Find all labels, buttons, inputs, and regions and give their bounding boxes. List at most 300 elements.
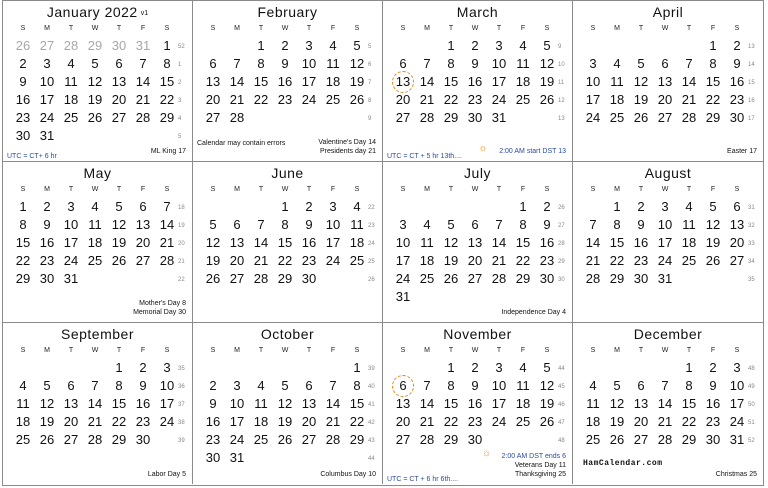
calendar-day[interactable]: 23 [39,253,55,268]
calendar-day[interactable]: 14 [87,396,103,411]
calendar-day[interactable]: 21 [229,92,245,107]
calendar-day[interactable]: 15 [349,396,365,411]
calendar-day[interactable]: 20 [205,92,221,107]
calendar-day[interactable]: 26 [277,432,293,447]
calendar-day[interactable]: 7 [257,217,265,232]
calendar-day[interactable]: 22 [159,92,175,107]
calendar-day[interactable]: 9 [281,56,289,71]
calendar-day[interactable]: 16 [467,396,483,411]
calendar-day[interactable]: 16 [135,396,151,411]
calendar-day[interactable]: 6 [399,378,407,393]
calendar-day[interactable]: 22 [253,92,269,107]
calendar-day[interactable]: 9 [637,217,645,232]
calendar-day[interactable]: 9 [19,74,27,89]
calendar-day[interactable]: 8 [115,378,123,393]
calendar-day[interactable]: 15 [609,235,625,250]
calendar-day[interactable]: 25 [515,92,531,107]
calendar-day[interactable]: 18 [585,414,601,429]
calendar-day[interactable]: 1 [447,360,455,375]
calendar-day[interactable]: 11 [64,74,78,89]
calendar-day[interactable]: 25 [515,414,531,429]
calendar-day[interactable]: 11 [350,217,364,232]
calendar-day[interactable]: 20 [729,235,745,250]
calendar-day[interactable]: 16 [277,74,293,89]
calendar-day[interactable]: 27 [657,110,673,125]
calendar-day[interactable]: 28 [253,271,269,286]
calendar-day[interactable]: 4 [329,38,337,53]
calendar-day[interactable]: 20 [301,414,317,429]
calendar-day[interactable]: 18 [681,235,697,250]
calendar-day[interactable]: 5 [543,360,551,375]
calendar-day[interactable]: 25 [419,271,435,286]
calendar-day[interactable]: 10 [585,74,601,89]
calendar-day[interactable]: 30 [539,271,555,286]
calendar-day[interactable]: 31 [395,289,411,304]
calendar-day[interactable]: 13 [395,396,411,411]
calendar-day[interactable]: 21 [325,414,341,429]
calendar-day[interactable]: 4 [19,378,27,393]
calendar-day[interactable]: 26 [705,253,721,268]
calendar-day[interactable]: 17 [395,253,411,268]
calendar-day[interactable]: 27 [633,432,649,447]
calendar-day[interactable]: 20 [633,414,649,429]
calendar-day[interactable]: 5 [43,378,51,393]
calendar-day[interactable]: 28 [325,432,341,447]
calendar-day[interactable]: 15 [159,74,175,89]
calendar-day[interactable]: 17 [657,235,673,250]
calendar-day[interactable]: 2 [305,199,313,214]
calendar-day[interactable]: 16 [39,235,55,250]
calendar-day[interactable]: 29 [349,432,365,447]
calendar-day[interactable]: 19 [87,92,103,107]
calendar-day[interactable]: 31 [657,271,673,286]
calendar-day[interactable]: 16 [301,235,317,250]
calendar-day[interactable]: 9 [139,378,147,393]
calendar-day[interactable]: 10 [491,378,507,393]
calendar-day[interactable]: 3 [163,360,171,375]
calendar-day[interactable]: 9 [543,217,551,232]
calendar-day[interactable]: 13 [111,74,127,89]
calendar-day[interactable]: 25 [681,253,697,268]
calendar-day[interactable]: 25 [15,432,31,447]
calendar-day[interactable]: 7 [589,217,597,232]
calendar-day[interactable]: 23 [15,110,31,125]
calendar-day[interactable]: 7 [423,56,431,71]
calendar-day[interactable]: 26 [349,92,365,107]
calendar-day[interactable]: 6 [471,217,479,232]
calendar-day[interactable]: 4 [67,56,75,71]
calendar-day[interactable]: 11 [420,235,434,250]
calendar-day[interactable]: 11 [682,217,696,232]
calendar-day[interactable]: 2 [139,360,147,375]
calendar-day[interactable]: 30 [705,432,721,447]
calendar-day[interactable]: 26 [609,432,625,447]
calendar-day[interactable]: 13 [395,74,411,89]
calendar-day[interactable]: 24 [729,414,745,429]
calendar-day[interactable]: 4 [519,38,527,53]
calendar-day[interactable]: 29 [705,110,721,125]
calendar-day[interactable]: 11 [88,217,102,232]
calendar-day[interactable]: 16 [705,396,721,411]
calendar-day[interactable]: 18 [349,235,365,250]
calendar-day[interactable]: 20 [657,92,673,107]
calendar-day[interactable]: 6 [233,217,241,232]
calendar-day[interactable]: 18 [515,396,531,411]
calendar-day[interactable]: 19 [705,235,721,250]
calendar-day[interactable]: 8 [613,217,621,232]
calendar-day[interactable]: 16 [539,235,555,250]
calendar-day[interactable]: 23 [301,253,317,268]
calendar-day[interactable]: 2 [471,38,479,53]
calendar-day[interactable]: 2 [471,360,479,375]
calendar-day[interactable]: 18 [419,253,435,268]
calendar-day[interactable]: 5 [613,378,621,393]
calendar-day[interactable]: 12 [633,74,649,89]
calendar-day[interactable]: 8 [257,56,265,71]
calendar-day[interactable]: 19 [609,414,625,429]
calendar-day[interactable]: 21 [419,414,435,429]
calendar-day[interactable]: 22 [443,414,459,429]
calendar-day[interactable]: 28 [87,432,103,447]
calendar-day[interactable]: 21 [159,235,175,250]
calendar-day[interactable]: 29 [111,432,127,447]
calendar-day[interactable]: 11 [326,56,340,71]
calendar-day[interactable]: 3 [589,56,597,71]
calendar-day[interactable]: 6 [637,378,645,393]
calendar-day[interactable]: 28 [585,271,601,286]
calendar-day[interactable]: 22 [515,253,531,268]
calendar-day[interactable]: 29 [277,271,293,286]
calendar-day[interactable]: 14 [229,74,245,89]
calendar-day[interactable]: 16 [467,74,483,89]
calendar-day[interactable]: 27 [135,253,151,268]
calendar-day[interactable]: 2 [637,199,645,214]
calendar-day[interactable]: 3 [733,360,741,375]
calendar-day[interactable]: 21 [253,253,269,268]
calendar-day[interactable]: 9 [709,378,717,393]
calendar-day[interactable]: 7 [329,378,337,393]
calendar-day[interactable]: 25 [253,432,269,447]
calendar-day[interactable]: 24 [63,253,79,268]
calendar-day[interactable]: 11 [254,396,268,411]
calendar-day[interactable]: 11 [586,396,600,411]
calendar-day[interactable]: 1 [519,199,527,214]
calendar-day[interactable]: 10 [395,235,411,250]
calendar-day[interactable]: 17 [325,235,341,250]
calendar-day[interactable]: 29 [515,271,531,286]
calendar-day[interactable]: 26 [87,110,103,125]
calendar-day[interactable]: 6 [67,378,75,393]
calendar-day[interactable]: 24 [491,414,507,429]
calendar-day[interactable]: 31 [63,271,79,286]
calendar-day[interactable]: 9 [733,56,741,71]
calendar-day[interactable]: 16 [633,235,649,250]
calendar-day[interactable]: 24 [301,92,317,107]
calendar-day[interactable]: 3 [399,217,407,232]
calendar-day[interactable]: 24 [229,432,245,447]
calendar-day[interactable]: 4 [519,360,527,375]
calendar-day[interactable]: 18 [325,74,341,89]
calendar-day[interactable]: 3 [495,38,503,53]
calendar-day[interactable]: 6 [139,199,147,214]
calendar-day[interactable]: 18 [253,414,269,429]
calendar-day[interactable]: 22 [705,92,721,107]
calendar-day[interactable]: 19 [443,253,459,268]
calendar-day[interactable]: 17 [491,74,507,89]
calendar-day[interactable]: 22 [609,253,625,268]
calendar-day[interactable]: 21 [419,92,435,107]
calendar-day[interactable]: 31 [39,128,55,143]
calendar-day[interactable]: 13 [633,396,649,411]
calendar-day[interactable]: 8 [19,217,27,232]
calendar-day[interactable]: 29 [159,110,175,125]
calendar-day[interactable]: 27 [467,271,483,286]
calendar-day[interactable]: 19 [349,74,365,89]
calendar-day[interactable]: 11 [610,74,624,89]
calendar-day[interactable]: 10 [325,217,341,232]
calendar-day[interactable]: 10 [39,74,55,89]
calendar-day[interactable]: 8 [447,56,455,71]
calendar-day[interactable]: 12 [443,235,459,250]
calendar-day[interactable]: 12 [277,396,293,411]
calendar-day[interactable]: 24 [491,92,507,107]
calendar-day[interactable]: 28 [657,432,673,447]
calendar-day[interactable]: 12 [39,396,55,411]
calendar-day[interactable]: 3 [67,199,75,214]
calendar-day[interactable]: 15 [111,396,127,411]
calendar-day[interactable]: 14 [253,235,269,250]
calendar-day[interactable]: 30 [301,271,317,286]
calendar-day[interactable]: 22 [349,414,365,429]
calendar-day[interactable]: 14 [419,74,435,89]
calendar-day[interactable]: 21 [657,414,673,429]
calendar-day[interactable]: 30 [39,271,55,286]
calendar-day[interactable]: 18 [63,92,79,107]
calendar-day[interactable]: 28 [419,432,435,447]
calendar-day[interactable]: 27 [729,253,745,268]
calendar-day[interactable]: 18 [515,74,531,89]
calendar-day[interactable]: 14 [585,235,601,250]
calendar-day[interactable]: 27 [229,271,245,286]
calendar-day[interactable]: 28 [159,253,175,268]
calendar-day[interactable]: 9 [43,217,51,232]
calendar-day[interactable]: 8 [685,378,693,393]
calendar-day[interactable]: 12 [705,217,721,232]
calendar-day[interactable]: 30 [633,271,649,286]
calendar-day[interactable]: 12 [205,235,221,250]
calendar-day[interactable]: 25 [63,110,79,125]
calendar-day[interactable]: 22 [277,253,293,268]
calendar-day[interactable]: 21 [681,92,697,107]
calendar-day[interactable]: 13 [135,217,151,232]
calendar-day[interactable]: 27 [111,110,127,125]
calendar-day[interactable]: 28 [229,110,245,125]
calendar-day[interactable]: 15 [15,235,31,250]
calendar-day[interactable]: 14 [325,396,341,411]
calendar-day[interactable]: 28 [491,271,507,286]
calendar-day[interactable]: 19 [539,396,555,411]
calendar-day[interactable]: 12 [539,56,555,71]
calendar-day[interactable]: 22 [443,92,459,107]
calendar-day[interactable]: 2 [733,38,741,53]
calendar-day[interactable]: 17 [159,396,175,411]
calendar-day[interactable]: 1 [163,38,171,53]
calendar-day[interactable]: 23 [135,414,151,429]
calendar-day[interactable]: 3 [329,199,337,214]
calendar-day[interactable]: 20 [395,92,411,107]
calendar-day[interactable]: 8 [447,378,455,393]
calendar-day[interactable]: 19 [277,414,293,429]
calendar-day[interactable]: 4 [613,56,621,71]
calendar-day[interactable]: 15 [443,396,459,411]
calendar-day[interactable]: 4 [91,199,99,214]
calendar-day[interactable]: 20 [111,92,127,107]
calendar-day[interactable]: 16 [205,414,221,429]
calendar-day[interactable]: 2 [709,360,717,375]
calendar-day[interactable]: 8 [163,56,171,71]
calendar-day[interactable]: 7 [685,56,693,71]
calendar-day[interactable]: 15 [705,74,721,89]
calendar-day[interactable]: 2 [43,199,51,214]
calendar-day[interactable]: 27 [395,432,411,447]
calendar-day[interactable]: 7 [139,56,147,71]
calendar-day[interactable]: 26 [111,253,127,268]
calendar-day[interactable]: 2 [209,378,217,393]
calendar-day[interactable]: 13 [301,396,317,411]
calendar-day[interactable]: 21 [491,253,507,268]
calendar-day[interactable]: 4 [685,199,693,214]
calendar-day[interactable]: 7 [423,378,431,393]
calendar-day[interactable]: 30 [467,110,483,125]
calendar-day[interactable]: 12 [87,74,103,89]
calendar-day[interactable]: 1 [257,38,265,53]
calendar-day[interactable]: 30 [467,432,483,447]
calendar-day[interactable]: 3 [305,38,313,53]
calendar-day[interactable]: 28 [681,110,697,125]
calendar-day[interactable]: 15 [681,396,697,411]
calendar-day[interactable]: 24 [159,414,175,429]
calendar-day[interactable]: 1 [709,38,717,53]
calendar-day[interactable]: 25 [349,253,365,268]
calendar-day[interactable]: 14 [419,396,435,411]
calendar-day[interactable]: 12 [349,56,365,71]
calendar-day[interactable]: 20 [229,253,245,268]
calendar-day[interactable]: 8 [709,56,717,71]
calendar-day[interactable]: 13 [657,74,673,89]
calendar-day[interactable]: 29 [443,432,459,447]
calendar-day[interactable]: 3 [43,56,51,71]
calendar-day[interactable]: 27 [301,432,317,447]
calendar-day[interactable]: 14 [491,235,507,250]
calendar-day[interactable]: 8 [519,217,527,232]
calendar-day[interactable]: 14 [657,396,673,411]
calendar-day[interactable]: 6 [399,56,407,71]
calendar-day[interactable]: 17 [39,92,55,107]
calendar-day[interactable]: 22 [15,253,31,268]
calendar-day[interactable]: 11 [16,396,30,411]
calendar-day[interactable]: 6 [209,56,217,71]
calendar-day[interactable]: 10 [657,217,673,232]
calendar-day[interactable]: 5 [637,56,645,71]
calendar-day[interactable]: 30 [135,432,151,447]
calendar-day[interactable]: 27 [205,110,221,125]
calendar-day[interactable]: 26 [539,92,555,107]
calendar-day[interactable]: 15 [253,74,269,89]
calendar-day[interactable]: 8 [281,217,289,232]
calendar-day[interactable]: 2 [543,199,551,214]
calendar-day[interactable]: 29 [443,110,459,125]
calendar-day[interactable]: 9 [209,396,217,411]
calendar-day[interactable]: 26 [39,432,55,447]
calendar-day[interactable]: 15 [515,235,531,250]
calendar-day[interactable]: 17 [585,92,601,107]
calendar-day[interactable]: 5 [281,378,289,393]
calendar-day[interactable]: 24 [585,110,601,125]
calendar-day[interactable]: 24 [395,271,411,286]
calendar-day[interactable]: 30 [15,128,31,143]
calendar-day[interactable]: 6 [115,56,123,71]
calendar-day[interactable]: 24 [657,253,673,268]
calendar-day[interactable]: 9 [471,56,479,71]
calendar-day[interactable]: 1 [613,199,621,214]
calendar-day[interactable]: 4 [589,378,597,393]
calendar-day[interactable]: 10 [729,378,745,393]
calendar-day[interactable]: 1 [685,360,693,375]
calendar-day[interactable]: 21 [585,253,601,268]
calendar-day[interactable]: 26 [205,271,221,286]
calendar-day[interactable]: 12 [539,378,555,393]
calendar-day[interactable]: 11 [516,56,530,71]
calendar-day[interactable]: 17 [491,396,507,411]
calendar-day[interactable]: 30 [205,450,221,465]
calendar-day[interactable]: 28 [419,110,435,125]
calendar-day[interactable]: 3 [495,360,503,375]
calendar-day[interactable]: 1 [281,199,289,214]
calendar-day[interactable]: 27 [395,110,411,125]
calendar-day[interactable]: 19 [539,74,555,89]
calendar-day[interactable]: 10 [301,56,317,71]
calendar-day[interactable]: 4 [257,378,265,393]
calendar-day[interactable]: 10 [229,396,245,411]
calendar-day[interactable]: 16 [729,74,745,89]
calendar-day[interactable]: 6 [733,199,741,214]
calendar-day[interactable]: 13 [729,217,745,232]
calendar-day[interactable]: 6 [305,378,313,393]
calendar-day[interactable]: 17 [301,74,317,89]
calendar-day[interactable]: 14 [135,74,151,89]
calendar-day[interactable]: 16 [15,92,31,107]
calendar-day[interactable]: 9 [305,217,313,232]
calendar-day[interactable]: 7 [661,378,669,393]
calendar-day[interactable]: 17 [229,414,245,429]
calendar-day[interactable]: 24 [39,110,55,125]
calendar-day[interactable]: 11 [516,378,530,393]
calendar-day[interactable]: 10 [159,378,175,393]
calendar-day[interactable]: 5 [543,38,551,53]
calendar-day[interactable]: 5 [353,38,361,53]
calendar-day[interactable]: 2 [19,56,27,71]
calendar-day[interactable]: 31 [491,110,507,125]
calendar-day[interactable]: 19 [111,235,127,250]
calendar-day[interactable]: 20 [63,414,79,429]
calendar-day[interactable]: 26 [633,110,649,125]
calendar-day[interactable]: 23 [277,92,293,107]
calendar-day[interactable]: 31 [229,450,245,465]
calendar-day[interactable]: 23 [467,414,483,429]
calendar-day[interactable]: 28 [135,110,151,125]
calendar-day[interactable]: 17 [729,396,745,411]
calendar-day[interactable]: 24 [325,253,341,268]
